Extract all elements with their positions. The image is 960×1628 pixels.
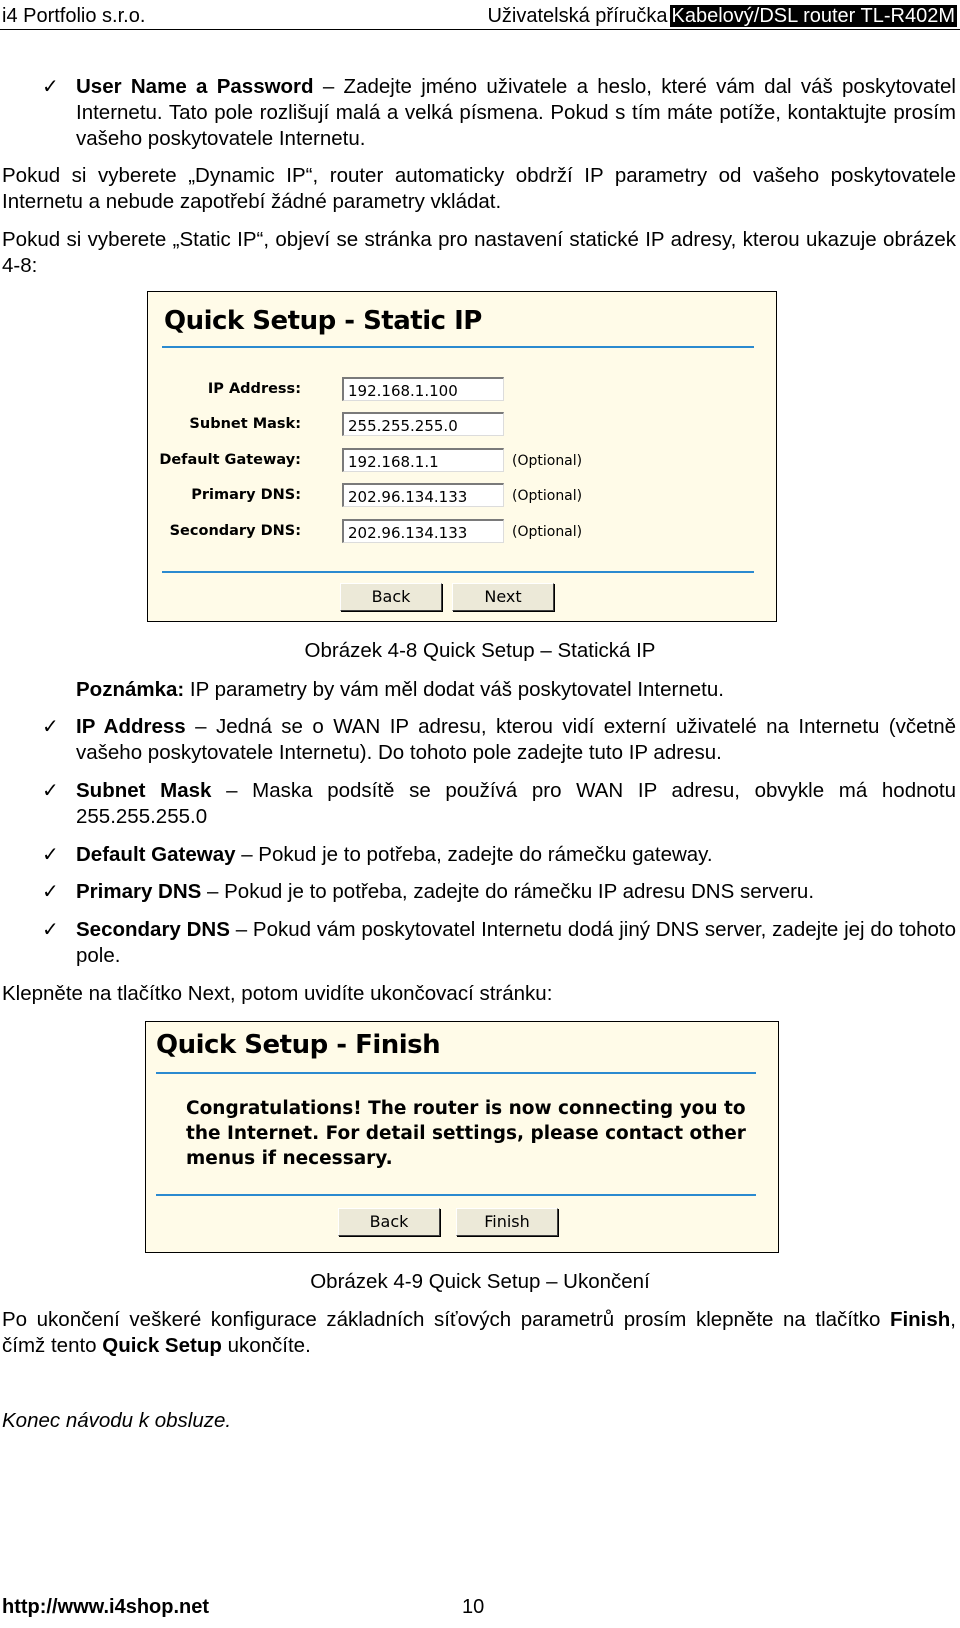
finish-message: Congratulations! The router is now connecting you to the Internet. For detail settings, please contact other menus if necessary. [186,1098,746,1169]
page-number: 10 [462,1596,485,1618]
bullet-text: – Pokud je to potřeba, zadejte do rámečku gateway. [235,843,713,866]
bullet-text: – Jedná se o WAN IP adresu, kterou vidí externí uživatelé na Internetu (včetně vašeho poskytovatele Internetu). Do tohoto pole zadejte tuto IP adresu. [76,715,957,764]
bullet-term: Secondary DNS [76,918,230,941]
figure-caption-4-8: Obrázek 4-8 Quick Setup – Statická IP [304,639,656,662]
back-button[interactable]: Back [338,1208,440,1236]
secondary-dns-input[interactable]: 202.96.134.133 [342,519,504,543]
subnet-mask-label: Subnet Mask: [189,416,301,432]
check-icon: ✓ [42,844,59,866]
bullet-ip-address [76,714,956,766]
check-icon: ✓ [42,76,59,98]
bullet-text: – Maska podsítě se používá pro WAN IP adresu, obvykle má hodnotu 255.255.255.0 [76,779,956,828]
note [76,677,956,703]
bullet-primary-dns [76,879,956,905]
buttons-divider [162,571,754,573]
para-finish [2,1307,956,1359]
check-icon: ✓ [42,919,59,941]
static-ip-title: Quick Setup - Static IP [164,306,482,336]
bullet-text: – Pokud je to potřeba, zadejte do rámečku IP adresu DNS serveru. [201,880,815,903]
ip-address-label: IP Address: [207,381,301,397]
header-divider [0,29,960,30]
bullet-text: – Pokud vám poskytovatel Internetu dodá jiný DNS server, zadejte jej do tohoto pole. [76,918,956,967]
static-ip-screenshot [147,291,777,622]
ip-address-input[interactable]: 192.168.1.100 [342,377,504,401]
back-button[interactable]: Back [340,583,442,611]
default-gateway-label: Default Gateway: [159,452,301,468]
finish-text-3: ukončíte. [221,1334,311,1357]
bullet-text: – Zadejte jméno uživatele a heslo, které vám dal váš poskytovatel Internetu. Tato pole rozlišují malá a velká písmena. Pokud s tím máte potíže, kontaktujte prosím vašeho poskytovatele Internetu. [76,75,956,150]
finish-button[interactable]: Finish [456,1208,558,1236]
para-static-ip: Pokud si vyberete „Static IP“, objeví se stránka pro nastavení statické IP adresy, kterou ukazuje obrázek 4-8: [2,228,956,277]
bullet-term: IP Address [76,715,186,738]
bullet-subnet-mask [76,778,956,830]
finish-text-1: Po ukončení veškeré konfigurace základních síťových parametrů prosím klepněte na tlačítko [2,1308,890,1331]
title-divider [162,346,754,348]
note-text: IP parametry by vám měl dodat váš poskytovatel Internetu. [184,678,724,701]
header-company: i4 Portfolio s.r.o. [2,5,146,27]
next-button[interactable]: Next [452,583,554,611]
primary-dns-optional: (Optional) [512,488,583,504]
bullet-term: Default Gateway [76,843,236,866]
secondary-dns-label: Secondary DNS: [169,523,301,539]
note-label: Poznámka: [76,678,185,701]
title-divider [156,1072,756,1074]
header-title [487,3,957,29]
bullet-term: Primary DNS [76,880,202,903]
footer-url[interactable]: http://www.i4shop.net [2,1596,210,1618]
bullet-user-password [76,74,956,152]
bullet-term: Subnet Mask [76,779,212,802]
check-icon: ✓ [42,716,59,738]
primary-dns-label: Primary DNS: [191,487,301,503]
default-gateway-input[interactable]: 192.168.1.1 [342,448,504,472]
bullet-default-gateway [76,842,956,868]
check-icon: ✓ [42,881,59,903]
quick-setup-term: Quick Setup [102,1334,222,1357]
finish-screenshot [145,1021,779,1253]
bullet-secondary-dns [76,917,956,969]
figure-caption-4-9: Obrázek 4-9 Quick Setup – Ukončení [310,1270,650,1293]
para-dynamic-ip: Pokud si vyberete „Dynamic IP“, router automaticky obdrží IP parametry od vašeho poskytovatele Internetu a nebude zapotřebí žádné parametry vkládat. [2,164,956,213]
header-guide: Uživatelská příručka [487,5,668,27]
buttons-divider [156,1194,756,1196]
finish-term: Finish [889,1308,951,1331]
finish-title: Quick Setup - Finish [156,1030,441,1060]
para-next: Klepněte na tlačítko Next, potom uvidíte ukončovací stránku: [2,982,553,1005]
primary-dns-input[interactable]: 202.96.134.133 [342,483,504,507]
header-model: Kabelový/DSL router TL-R402M [671,5,955,27]
subnet-mask-input[interactable]: 255.255.255.0 [342,412,504,436]
finish-text-2: , čímž tento [2,1308,956,1357]
check-icon: ✓ [42,780,59,802]
bullet-term: User Name a Password [76,75,314,98]
end-note: Konec návodu k obsluze. [2,1409,232,1432]
secondary-dns-optional: (Optional) [512,524,583,540]
default-gateway-optional: (Optional) [512,453,583,469]
